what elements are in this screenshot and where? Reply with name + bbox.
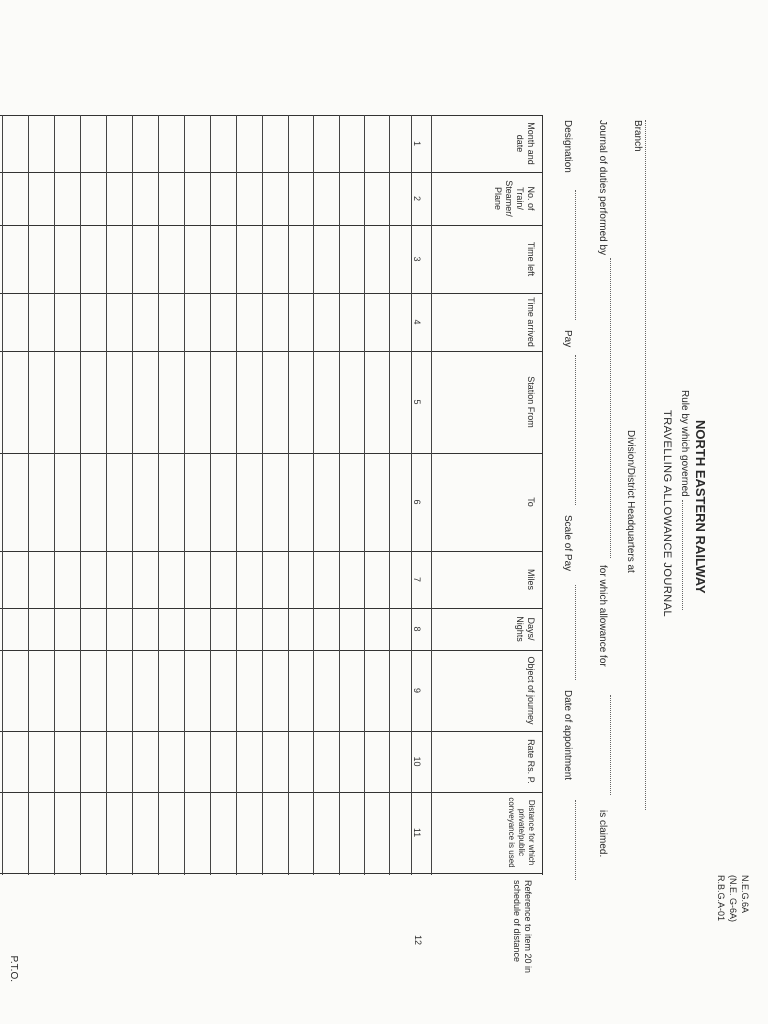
division-label: Division/District Headquarters at (625, 430, 636, 573)
col-header-10: Rate Rs. P. (526, 739, 536, 784)
branch-blank[interactable] (645, 120, 646, 810)
designation-blank[interactable] (575, 190, 576, 320)
pay-blank[interactable] (575, 355, 576, 505)
branch-label: Branch (632, 120, 643, 152)
scale-label: Scale of Pay (562, 515, 573, 572)
designation-label: Designation (562, 120, 573, 173)
col-header-9: Object of journey (526, 656, 536, 725)
rule-text: Rule by which governed (679, 390, 690, 497)
col-number-5: 5 (412, 399, 422, 405)
claimed-label: is claimed. (597, 810, 608, 858)
col-header-2: No. of Train/ Steamer/ Plane (493, 180, 536, 217)
journal-title: TRAVELLING ALLOWANCE JOURNAL (661, 410, 673, 618)
form-code-ref: N.E.G.6A (740, 875, 750, 914)
allowance-blank[interactable] (610, 695, 611, 795)
rule-label (679, 390, 690, 610)
col-header-4: Time arrived (526, 297, 536, 347)
pto-label: P.T.O. (8, 955, 19, 982)
col-header-6: To (526, 497, 536, 507)
journal-of-blank[interactable] (610, 258, 611, 558)
pay-label: Pay (562, 330, 573, 348)
col-header-3: Time left (526, 241, 536, 277)
col-number-12: 12 (413, 935, 423, 946)
col-number-11: 11 (412, 827, 422, 838)
journal-table (0, 115, 543, 875)
col-number-3: 3 (412, 256, 422, 262)
col-header-12: Reference to item 20 in schedule of distance (512, 880, 533, 974)
col-header-1: Month and date (515, 122, 536, 165)
allowance-label: for which allowance for (597, 565, 608, 667)
col-header-7: Miles (526, 568, 536, 590)
scale-blank[interactable] (575, 585, 576, 680)
col-number-9: 9 (412, 687, 422, 693)
col-header-8: Days/ Nights (515, 616, 536, 642)
col-number-10: 10 (412, 756, 422, 767)
railway-title: NORTH EASTERN RAILWAY (693, 420, 708, 594)
form-code-line2: R.B.G.A-01 (716, 875, 726, 922)
appointment-blank[interactable] (575, 800, 576, 880)
col-number-1: 1 (412, 140, 422, 146)
col-number-2: 2 (412, 195, 422, 201)
col-number-4: 4 (412, 319, 422, 325)
journal-of-label: Journal of duties performed by (597, 120, 608, 256)
col-header-11: Distance for which private/public conveyance is used (507, 797, 536, 868)
col-header-5: Station From (526, 376, 536, 428)
col-number-6: 6 (412, 499, 422, 505)
col-number-8: 8 (412, 626, 422, 632)
appointment-label: Date of appointment (562, 690, 573, 781)
col-number-7: 7 (412, 576, 422, 582)
form-code-line1: (N.E. G-6A) (728, 875, 738, 923)
rule-blank[interactable] (682, 500, 683, 610)
